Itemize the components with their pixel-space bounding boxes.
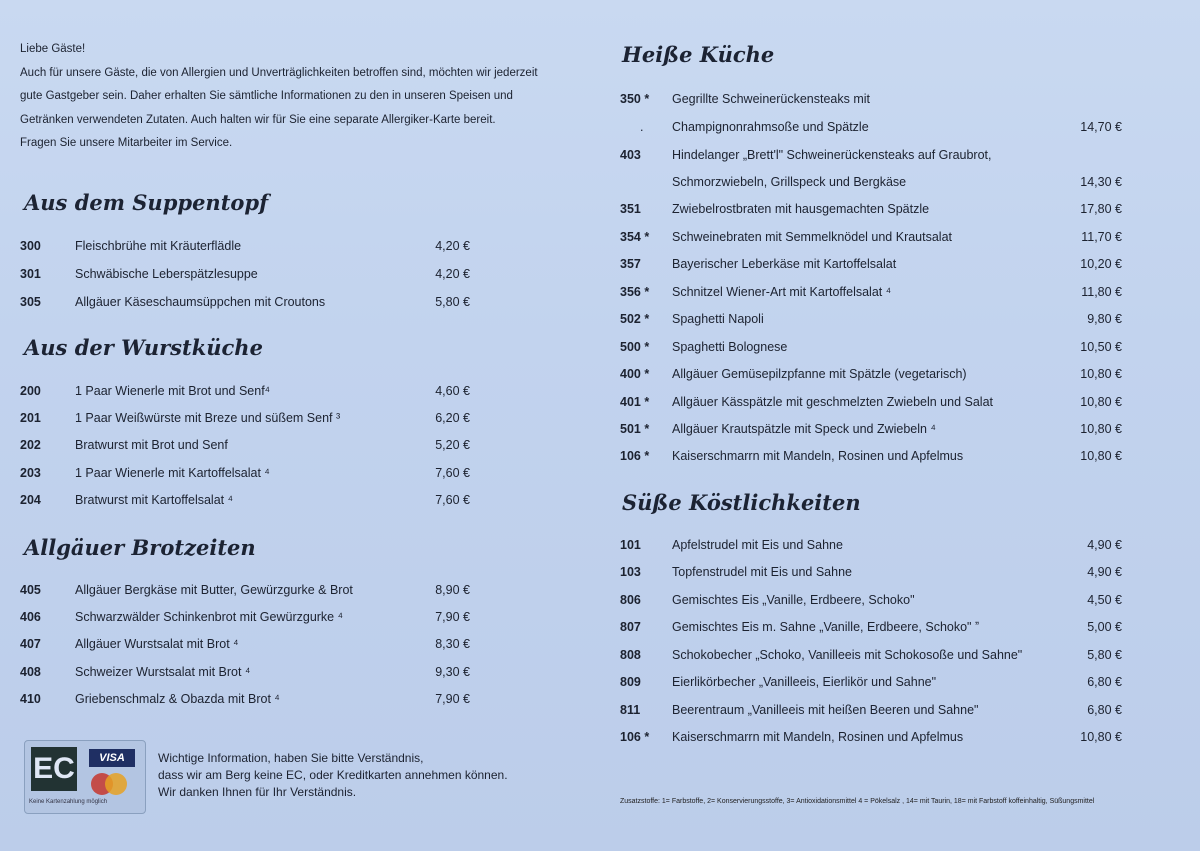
payment-line: Wichtige Information, haben Sie bitte Verständnis, — [158, 751, 424, 765]
item-price: 7,60 € — [435, 466, 470, 480]
menu-item — [620, 309, 1130, 329]
item-price: 10,80 € — [1080, 422, 1122, 436]
menu-item — [620, 89, 1130, 109]
menu-item — [620, 562, 1130, 582]
item-price: 6,80 € — [1087, 703, 1122, 717]
visa-icon: VISA — [89, 749, 135, 767]
item-number: 808 — [620, 648, 641, 662]
item-number: 305 — [20, 295, 41, 309]
item-number: . — [640, 120, 644, 134]
menu-item — [620, 282, 1130, 302]
item-name: 1 Paar Wienerle mit Kartoffelsalat ⁴ — [75, 466, 270, 480]
item-number: 406 — [20, 610, 41, 624]
intro-line: Auch für unsere Gäste, die von Allergien und Unverträglichkeiten betroffen sind, möchten wir jederzeit — [20, 66, 538, 79]
item-price: 5,80 € — [435, 295, 470, 309]
item-price: 7,90 € — [435, 692, 470, 706]
menu-item — [620, 590, 1130, 610]
intro-line: Fragen Sie unsere Mitarbeiter im Service. — [20, 137, 233, 149]
item-name: Kaiserschmarrn mit Mandeln, Rosinen und Apfelmus — [672, 730, 964, 744]
menu-item — [620, 199, 1130, 219]
item-name: Allgäuer Krautspätzle mit Speck und Zwiebeln ⁴ — [672, 422, 936, 436]
item-name: Hindelanger „Brett'l" Schweinerückensteaks auf Graubrot, — [672, 148, 992, 162]
item-name: Griebenschmalz & Obazda mit Brot ⁴ — [75, 692, 280, 706]
menu-item — [620, 337, 1130, 357]
item-price: 10,80 € — [1080, 367, 1122, 381]
menu-item — [20, 408, 490, 428]
section-title-suppentopf: Aus dem Suppentopf — [24, 190, 269, 215]
item-number: 350 * — [620, 92, 650, 106]
section-title-heisse-kueche: Heiße Küche — [622, 42, 775, 67]
item-number: 401 * — [620, 395, 650, 409]
menu-item — [620, 727, 1130, 747]
item-name: Schweinebraten mit Semmelknödel und Krautsalat — [672, 230, 953, 244]
item-name: 1 Paar Weißwürste mit Breze und süßem Senf ³ — [75, 411, 341, 425]
item-number: 400 * — [620, 367, 650, 381]
menu-item — [20, 634, 490, 654]
item-number: 351 — [620, 202, 641, 216]
item-name: Beerentraum „Vanilleeis mit heißen Beeren und Sahne" — [672, 703, 979, 717]
item-name: Kaiserschmarrn mit Mandeln, Rosinen und Apfelmus — [672, 449, 964, 463]
item-number: 806 — [620, 593, 641, 607]
item-name: Allgäuer Kässpätzle mit geschmelzten Zwiebeln und Salat — [672, 395, 994, 409]
item-price: 6,20 € — [435, 411, 470, 425]
item-name: Champignonrahmsoße und Spätzle — [672, 120, 869, 134]
menu-item — [620, 227, 1130, 247]
item-number: 809 — [620, 675, 641, 689]
intro-line: Liebe Gäste! — [20, 43, 86, 55]
payment-line: Wir danken Ihnen für Ihr Verständnis. — [158, 785, 357, 799]
menu-item — [620, 117, 1130, 137]
item-name: Schweizer Wurstsalat mit Brot ⁴ — [75, 665, 251, 679]
payment-notice — [158, 750, 508, 801]
menu-item — [620, 145, 1130, 165]
item-number: 103 — [620, 565, 641, 579]
item-price: 14,70 € — [1080, 120, 1122, 134]
item-name: 1 Paar Wienerle mit Brot und Senf⁴ — [75, 384, 271, 398]
menu-item — [620, 364, 1130, 384]
item-price: 5,80 € — [1087, 648, 1122, 662]
payment-line: dass wir am Berg keine EC, oder Kreditkarten annehmen können. — [158, 768, 508, 782]
section-title-suesse-koestlichkeiten: Süße Köstlichkeiten — [622, 490, 861, 515]
item-number: 204 — [20, 493, 41, 507]
payment-info — [24, 740, 624, 820]
item-price: 8,30 € — [435, 637, 470, 651]
item-name: Spaghetti Napoli — [672, 312, 764, 326]
item-name: Schmorzwiebeln, Grillspeck und Bergkäse — [672, 175, 907, 189]
item-name: Schwarzwälder Schinkenbrot mit Gewürzgurke ⁴ — [75, 610, 343, 624]
item-price: 10,50 € — [1080, 340, 1122, 354]
menu-item — [20, 435, 490, 455]
item-number: 357 — [620, 257, 641, 271]
menu-item — [620, 419, 1130, 439]
item-name: Fleischbrühe mit Kräuterflädle — [75, 239, 242, 253]
logo-caption: Keine Kartenzahlung möglich — [29, 799, 108, 805]
menu-item — [620, 392, 1130, 412]
item-price: 11,70 € — [1081, 230, 1122, 244]
item-price: 9,80 € — [1087, 312, 1122, 326]
item-name: Apfelstrudel mit Eis und Sahne — [672, 538, 843, 552]
menu-item — [20, 662, 490, 682]
item-name: Allgäuer Gemüsepilzpfanne mit Spätzle (vegetarisch) — [672, 367, 967, 381]
ec-icon: EC — [31, 747, 77, 791]
item-number: 403 — [620, 148, 641, 162]
item-name: Schwäbische Leberspätzlesuppe — [75, 267, 258, 281]
item-name: Gegrillte Schweinerückensteaks mit — [672, 92, 870, 106]
item-price: 4,90 € — [1087, 538, 1122, 552]
item-name: Zwiebelrostbraten mit hausgemachten Spätzle — [672, 202, 930, 216]
item-price: 9,30 € — [435, 665, 470, 679]
menu-item — [620, 172, 1130, 192]
item-name: Gemischtes Eis m. Sahne „Vanille, Erdbeere, Schoko" ˮ — [672, 620, 980, 634]
intro-line: Getränken verwendeten Zutaten. Auch halten wir für Sie eine separate Allergiker-Karte bereit. — [20, 113, 496, 126]
item-number: 202 — [20, 438, 41, 452]
item-name: Allgäuer Käseschaumsüppchen mit Croutons — [75, 295, 326, 309]
item-price: 10,80 € — [1080, 449, 1122, 463]
menu-item — [20, 236, 490, 256]
item-name: Bayerischer Leberkäse mit Kartoffelsalat — [672, 257, 897, 271]
menu-item — [620, 617, 1130, 637]
item-number: 500 * — [620, 340, 650, 354]
item-price: 11,80 € — [1081, 285, 1122, 299]
section-title-brotzeiten: Allgäuer Brotzeiten — [24, 535, 256, 560]
item-price: 4,20 € — [435, 267, 470, 281]
additives-footnote: Zusatzstoffe: 1= Farbstoffe, 2= Konservierungsstoffe, 3= Antioxidationsmittel 4 = Pökelsalz , 14= mit Taurin, 18= mit Farbstoff koffeinhaltig, Süßungsmittel — [620, 798, 1095, 805]
item-number: 106 * — [620, 449, 650, 463]
item-name: Spaghetti Bolognese — [672, 340, 788, 354]
item-number: 501 * — [620, 422, 650, 436]
item-price: 17,80 € — [1080, 202, 1122, 216]
item-price: 4,90 € — [1087, 565, 1122, 579]
item-number: 200 — [20, 384, 41, 398]
menu-item — [620, 446, 1130, 466]
item-number: 807 — [620, 620, 641, 634]
item-name: Gemischtes Eis „Vanille, Erdbeere, Schoko" — [672, 593, 915, 607]
item-number: 106 * — [620, 730, 650, 744]
item-price: 10,20 € — [1080, 257, 1122, 271]
menu-item — [620, 535, 1130, 555]
item-number: 300 — [20, 239, 41, 253]
item-name: Bratwurst mit Kartoffelsalat ⁴ — [75, 493, 233, 507]
item-name: Eierlikörbecher „Vanilleeis, Eierlikör und Sahne" — [672, 675, 937, 689]
item-name: Topfenstrudel mit Eis und Sahne — [672, 565, 852, 579]
intro-text — [20, 38, 580, 156]
item-number: 407 — [20, 637, 41, 651]
item-price: 6,80 € — [1087, 675, 1122, 689]
menu-item — [620, 645, 1130, 665]
item-price: 7,60 € — [435, 493, 470, 507]
intro-line: gute Gastgeber sein. Daher erhalten Sie sämtliche Informationen zu den in unseren Speisen und — [20, 90, 513, 102]
item-number: 502 * — [620, 312, 650, 326]
item-number: 356 * — [620, 285, 650, 299]
item-price: 4,20 € — [435, 239, 470, 253]
mastercard-icon — [91, 773, 131, 795]
menu-item — [20, 580, 490, 600]
item-name: Allgäuer Wurstsalat mit Brot ⁴ — [75, 637, 239, 651]
item-price: 7,90 € — [435, 610, 470, 624]
item-price: 5,00 € — [1087, 620, 1122, 634]
menu-item — [20, 463, 490, 483]
menu-item — [20, 490, 490, 510]
item-price: 10,80 € — [1080, 730, 1122, 744]
item-price: 4,50 € — [1087, 593, 1122, 607]
item-name: Bratwurst mit Brot und Senf — [75, 438, 228, 452]
menu-item — [20, 292, 490, 312]
item-number: 203 — [20, 466, 41, 480]
item-name: Schnitzel Wiener-Art mit Kartoffelsalat ⁴ — [672, 285, 892, 299]
item-number: 408 — [20, 665, 41, 679]
item-name: Allgäuer Bergkäse mit Butter, Gewürzgurke & Brot — [75, 583, 353, 597]
menu-item — [20, 381, 490, 401]
menu-item — [20, 264, 490, 284]
menu-item — [620, 254, 1130, 274]
menu-item — [20, 689, 490, 709]
item-number: 811 — [620, 703, 641, 717]
menu-item — [620, 700, 1130, 720]
item-number: 410 — [20, 692, 41, 706]
item-number: 301 — [20, 267, 41, 281]
section-title-wurstkueche: Aus der Wurstküche — [24, 335, 263, 360]
item-price: 8,90 € — [435, 583, 470, 597]
item-price: 14,30 € — [1080, 175, 1122, 189]
item-number: 201 — [20, 411, 41, 425]
item-price: 5,20 € — [435, 438, 470, 452]
ec-card-logo — [24, 740, 146, 814]
item-name: Schokobecher „Schoko, Vanilleeis mit Schokosoße und Sahne" — [672, 648, 1023, 662]
item-number: 405 — [20, 583, 41, 597]
item-number: 101 — [620, 538, 641, 552]
item-number: 354 * — [620, 230, 650, 244]
item-price: 10,80 € — [1080, 395, 1122, 409]
menu-item — [620, 672, 1130, 692]
item-price: 4,60 € — [435, 384, 470, 398]
menu-item — [20, 607, 490, 627]
